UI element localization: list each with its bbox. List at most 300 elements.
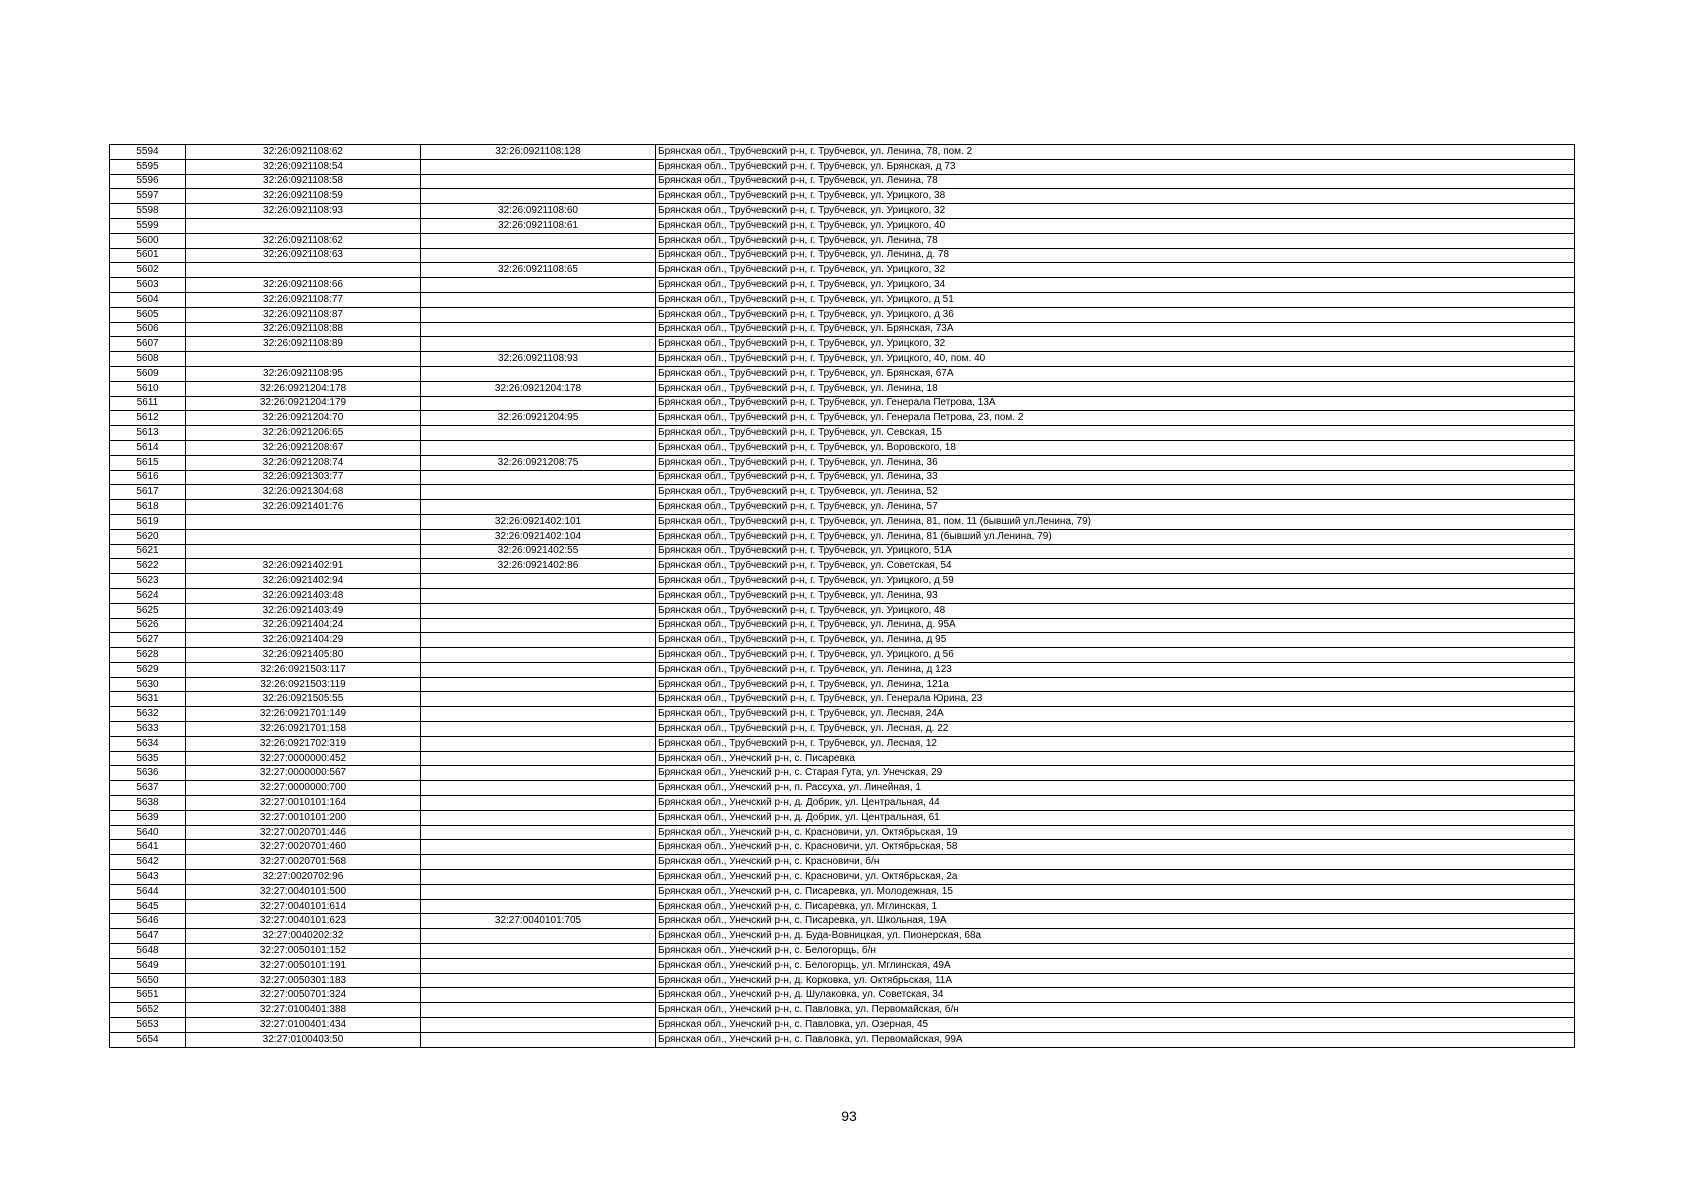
- related-cadastral-number-cell: [421, 692, 656, 707]
- related-cadastral-number-cell: [421, 366, 656, 381]
- row-number-cell: 5621: [110, 544, 186, 559]
- row-number-cell: 5630: [110, 677, 186, 692]
- address-cell: Брянская обл., Трубчевский р-н, г. Трубчевск, ул. Воровского, 18: [656, 440, 1575, 455]
- address-cell: Брянская обл., Трубчевский р-н, г. Трубчевск, ул. Урицкого, 32: [656, 263, 1575, 278]
- cadastral-number-cell: 32:26:0921206:65: [186, 426, 421, 441]
- table-row: [110, 914, 1575, 929]
- related-cadastral-number-cell: [421, 588, 656, 603]
- related-cadastral-number-cell: [421, 944, 656, 959]
- cadastral-number-cell: 32:27:0000000:700: [186, 781, 421, 796]
- row-number-cell: 5618: [110, 500, 186, 515]
- related-cadastral-number-cell: [421, 485, 656, 500]
- row-number-cell: 5639: [110, 810, 186, 825]
- table-row: [110, 1032, 1575, 1047]
- related-cadastral-number-cell: [421, 1018, 656, 1033]
- cadastral-number-cell: 32:27:0000000:452: [186, 751, 421, 766]
- address-cell: Брянская обл., Трубчевский р-н, г. Трубчевск, ул. Ленина, 81, пом. 11 (бывший ул.Ленина, 79): [656, 514, 1575, 529]
- address-cell: Брянская обл., Трубчевский р-н, г. Трубчевск, ул. Лесная, 24А: [656, 707, 1575, 722]
- cadastral-number-cell: 32:26:0921204:70: [186, 411, 421, 426]
- row-number-cell: 5614: [110, 440, 186, 455]
- address-cell: Брянская обл., Трубчевский р-н, г. Трубчевск, ул. Ленина, д 123: [656, 662, 1575, 677]
- row-number-cell: 5634: [110, 736, 186, 751]
- cadastral-number-cell: 32:26:0921403:48: [186, 588, 421, 603]
- table-row: [110, 618, 1575, 633]
- row-number-cell: 5622: [110, 559, 186, 574]
- related-cadastral-number-cell: 32:26:0921208:75: [421, 455, 656, 470]
- row-number-cell: 5625: [110, 603, 186, 618]
- table-row: [110, 292, 1575, 307]
- related-cadastral-number-cell: [421, 958, 656, 973]
- table-row: [110, 736, 1575, 751]
- related-cadastral-number-cell: [421, 426, 656, 441]
- address-cell: Брянская обл., Трубчевский р-н, г. Трубчевск, ул. Генерала Петрова, 23, пом. 2: [656, 411, 1575, 426]
- cadastral-number-cell: 32:26:0921204:179: [186, 396, 421, 411]
- address-cell: Брянская обл., Унечский р-н, с. Писаревка, ул. Мглинская, 1: [656, 899, 1575, 914]
- cadastral-number-cell: 32:26:0921701:149: [186, 707, 421, 722]
- row-number-cell: 5620: [110, 529, 186, 544]
- related-cadastral-number-cell: [421, 470, 656, 485]
- cadastral-number-cell: 32:26:0921304:68: [186, 485, 421, 500]
- row-number-cell: 5640: [110, 825, 186, 840]
- row-number-cell: 5654: [110, 1032, 186, 1047]
- address-cell: Брянская обл., Унечский р-н, д. Добрик, ул. Центральная, 44: [656, 796, 1575, 811]
- table-row: [110, 500, 1575, 515]
- address-cell: Брянская обл., Унечский р-н, д. Шулаковка, ул. Советская, 34: [656, 988, 1575, 1003]
- address-cell: Брянская обл., Унечский р-н, с. Писаревка, ул. Молодежная, 15: [656, 884, 1575, 899]
- row-number-cell: 5632: [110, 707, 186, 722]
- address-cell: Брянская обл., Унечский р-н, с. Павловка, ул. Озерная, 45: [656, 1018, 1575, 1033]
- table-row: [110, 559, 1575, 574]
- related-cadastral-number-cell: [421, 159, 656, 174]
- cadastral-number-cell: 32:27:0040202:32: [186, 929, 421, 944]
- address-cell: Брянская обл., Трубчевский р-н, г. Трубчевск, ул. Ленина, 78, пом. 2: [656, 145, 1575, 160]
- cadastral-number-cell: [186, 514, 421, 529]
- table-row: [110, 1018, 1575, 1033]
- table-row: [110, 1003, 1575, 1018]
- cadastral-number-cell: 32:26:0921108:66: [186, 278, 421, 293]
- table-body: [110, 145, 1575, 1048]
- table-row: [110, 766, 1575, 781]
- related-cadastral-number-cell: [421, 307, 656, 322]
- related-cadastral-number-cell: 32:26:0921402:104: [421, 529, 656, 544]
- related-cadastral-number-cell: [421, 855, 656, 870]
- cadastral-number-cell: 32:26:0921108:89: [186, 337, 421, 352]
- cadastral-number-cell: 32:27:0100403:50: [186, 1032, 421, 1047]
- row-number-cell: 5628: [110, 648, 186, 663]
- cadastral-number-cell: [186, 263, 421, 278]
- table-row: [110, 633, 1575, 648]
- table-row: [110, 263, 1575, 278]
- cadastral-number-cell: 32:26:0921108:88: [186, 322, 421, 337]
- table-row: [110, 884, 1575, 899]
- cadastral-number-cell: 32:26:0921108:87: [186, 307, 421, 322]
- table-row: [110, 352, 1575, 367]
- related-cadastral-number-cell: [421, 810, 656, 825]
- address-cell: Брянская обл., Трубчевский р-н, г. Трубчевск, ул. Севская, 15: [656, 426, 1575, 441]
- table-row: [110, 470, 1575, 485]
- cadastral-number-cell: 32:26:0921405:80: [186, 648, 421, 663]
- address-cell: Брянская обл., Унечский р-н, с. Старая Гута, ул. Унечская, 29: [656, 766, 1575, 781]
- cadastral-number-cell: 32:27:0050701:324: [186, 988, 421, 1003]
- row-number-cell: 5626: [110, 618, 186, 633]
- cadastral-number-cell: 32:27:0050101:152: [186, 944, 421, 959]
- address-cell: Брянская обл., Унечский р-н, с. Красновичи, ул. Октябрьская, 58: [656, 840, 1575, 855]
- table-row: [110, 870, 1575, 885]
- table-row: [110, 988, 1575, 1003]
- address-cell: Брянская обл., Трубчевский р-н, г. Трубчевск, ул. Ленина, 81 (бывший ул.Ленина, 79): [656, 529, 1575, 544]
- row-number-cell: 5651: [110, 988, 186, 1003]
- table-row: [110, 648, 1575, 663]
- related-cadastral-number-cell: [421, 603, 656, 618]
- row-number-cell: 5602: [110, 263, 186, 278]
- table-row: [110, 381, 1575, 396]
- address-cell: Брянская обл., Унечский р-н, с. Писаревка, ул. Школьная, 19А: [656, 914, 1575, 929]
- related-cadastral-number-cell: [421, 796, 656, 811]
- row-number-cell: 5644: [110, 884, 186, 899]
- cadastral-number-cell: 32:26:0921702:319: [186, 736, 421, 751]
- address-cell: Брянская обл., Трубчевский р-н, г. Трубчевск, ул. Ленина, 36: [656, 455, 1575, 470]
- row-number-cell: 5638: [110, 796, 186, 811]
- row-number-cell: 5611: [110, 396, 186, 411]
- related-cadastral-number-cell: 32:26:0921108:61: [421, 218, 656, 233]
- related-cadastral-number-cell: 32:26:0921402:55: [421, 544, 656, 559]
- related-cadastral-number-cell: [421, 677, 656, 692]
- table-row: [110, 322, 1575, 337]
- table-row: [110, 944, 1575, 959]
- address-cell: Брянская обл., Унечский р-н, с. Красновичи, ул. Октябрьская, 19: [656, 825, 1575, 840]
- cadastral-number-cell: 32:26:0921108:63: [186, 248, 421, 263]
- row-number-cell: 5615: [110, 455, 186, 470]
- table-row: [110, 337, 1575, 352]
- cadastral-number-cell: 32:27:0020701:460: [186, 840, 421, 855]
- address-cell: Брянская обл., Унечский р-н, с. Белогорщь, ул. Мглинская, 49А: [656, 958, 1575, 973]
- related-cadastral-number-cell: 32:26:0921108:128: [421, 145, 656, 160]
- related-cadastral-number-cell: 32:26:0921402:101: [421, 514, 656, 529]
- registry-table: [109, 144, 1575, 1048]
- address-cell: Брянская обл., Трубчевский р-н, г. Трубчевск, ул. Урицкого, д 59: [656, 574, 1575, 589]
- row-number-cell: 5653: [110, 1018, 186, 1033]
- address-cell: Брянская обл., Унечский р-н, с. Красновичи, б/н: [656, 855, 1575, 870]
- address-cell: Брянская обл., Трубчевский р-н, г. Трубчевск, ул. Ленина, 18: [656, 381, 1575, 396]
- row-number-cell: 5608: [110, 352, 186, 367]
- related-cadastral-number-cell: [421, 1032, 656, 1047]
- cadastral-number-cell: 32:27:0100401:388: [186, 1003, 421, 1018]
- row-number-cell: 5601: [110, 248, 186, 263]
- row-number-cell: 5600: [110, 233, 186, 248]
- table-row: [110, 722, 1575, 737]
- related-cadastral-number-cell: [421, 174, 656, 189]
- related-cadastral-number-cell: 32:26:0921108:60: [421, 204, 656, 219]
- related-cadastral-number-cell: [421, 618, 656, 633]
- table-row: [110, 440, 1575, 455]
- table-row: [110, 692, 1575, 707]
- cadastral-number-cell: 32:26:0921108:77: [186, 292, 421, 307]
- address-cell: Брянская обл., Трубчевский р-н, г. Трубчевск, ул. Брянская, д 73: [656, 159, 1575, 174]
- row-number-cell: 5605: [110, 307, 186, 322]
- cadastral-number-cell: 32:26:0921108:93: [186, 204, 421, 219]
- row-number-cell: 5598: [110, 204, 186, 219]
- related-cadastral-number-cell: [421, 736, 656, 751]
- row-number-cell: 5613: [110, 426, 186, 441]
- cadastral-number-cell: 32:27:0020701:568: [186, 855, 421, 870]
- row-number-cell: 5616: [110, 470, 186, 485]
- table-row: [110, 707, 1575, 722]
- cadastral-number-cell: 32:26:0921401:76: [186, 500, 421, 515]
- cadastral-number-cell: 32:26:0921402:94: [186, 574, 421, 589]
- cadastral-number-cell: 32:26:0921404:29: [186, 633, 421, 648]
- address-cell: Брянская обл., Трубчевский р-н, г. Трубчевск, ул. Советская, 54: [656, 559, 1575, 574]
- related-cadastral-number-cell: [421, 248, 656, 263]
- related-cadastral-number-cell: [421, 648, 656, 663]
- address-cell: Брянская обл., Трубчевский р-н, г. Трубчевск, ул. Урицкого, д 56: [656, 648, 1575, 663]
- cadastral-number-cell: 32:26:0921404:24: [186, 618, 421, 633]
- table-row: [110, 810, 1575, 825]
- address-cell: Брянская обл., Трубчевский р-н, г. Трубчевск, ул. Лесная, д. 22: [656, 722, 1575, 737]
- row-number-cell: 5624: [110, 588, 186, 603]
- related-cadastral-number-cell: [421, 988, 656, 1003]
- related-cadastral-number-cell: [421, 707, 656, 722]
- row-number-cell: 5606: [110, 322, 186, 337]
- address-cell: Брянская обл., Трубчевский р-н, г. Трубчевск, ул. Урицкого, 51А: [656, 544, 1575, 559]
- related-cadastral-number-cell: [421, 233, 656, 248]
- cadastral-number-cell: [186, 529, 421, 544]
- cadastral-number-cell: 32:26:0921402:91: [186, 559, 421, 574]
- cadastral-number-cell: 32:26:0921204:178: [186, 381, 421, 396]
- table-row: [110, 174, 1575, 189]
- related-cadastral-number-cell: 32:26:0921204:95: [421, 411, 656, 426]
- row-number-cell: 5594: [110, 145, 186, 160]
- address-cell: Брянская обл., Трубчевский р-н, г. Трубчевск, ул. Ленина, 78: [656, 233, 1575, 248]
- cadastral-number-cell: 32:27:0010101:164: [186, 796, 421, 811]
- cadastral-number-cell: 32:26:0921503:119: [186, 677, 421, 692]
- table-row: [110, 514, 1575, 529]
- cadastral-number-cell: 32:27:0100401:434: [186, 1018, 421, 1033]
- address-cell: Брянская обл., Унечский р-н, с. Белогорщь, б/н: [656, 944, 1575, 959]
- related-cadastral-number-cell: [421, 840, 656, 855]
- row-number-cell: 5596: [110, 174, 186, 189]
- cadastral-number-cell: 32:26:0921108:95: [186, 366, 421, 381]
- cadastral-number-cell: 32:27:0020701:446: [186, 825, 421, 840]
- cadastral-number-cell: 32:27:0050301:183: [186, 973, 421, 988]
- table-row: [110, 145, 1575, 160]
- row-number-cell: 5647: [110, 929, 186, 944]
- table-row: [110, 366, 1575, 381]
- row-number-cell: 5646: [110, 914, 186, 929]
- cadastral-number-cell: 32:27:0040101:623: [186, 914, 421, 929]
- row-number-cell: 5609: [110, 366, 186, 381]
- page-number: 93: [841, 1108, 857, 1124]
- row-number-cell: 5599: [110, 218, 186, 233]
- address-cell: Брянская обл., Трубчевский р-н, г. Трубчевск, ул. Брянская, 73А: [656, 322, 1575, 337]
- related-cadastral-number-cell: [421, 500, 656, 515]
- table-row: [110, 899, 1575, 914]
- row-number-cell: 5595: [110, 159, 186, 174]
- cadastral-number-cell: 32:27:0040101:614: [186, 899, 421, 914]
- related-cadastral-number-cell: [421, 929, 656, 944]
- table-row: [110, 603, 1575, 618]
- table-row: [110, 248, 1575, 263]
- row-number-cell: 5607: [110, 337, 186, 352]
- row-number-cell: 5645: [110, 899, 186, 914]
- row-number-cell: 5597: [110, 189, 186, 204]
- cadastral-number-cell: 32:26:0921108:58: [186, 174, 421, 189]
- row-number-cell: 5643: [110, 870, 186, 885]
- address-cell: Брянская обл., Трубчевский р-н, г. Трубчевск, ул. Ленина, 57: [656, 500, 1575, 515]
- address-cell: Брянская обл., Трубчевский р-н, г. Трубчевск, ул. Урицкого, д 36: [656, 307, 1575, 322]
- related-cadastral-number-cell: [421, 973, 656, 988]
- address-cell: Брянская обл., Трубчевский р-н, г. Трубчевск, ул. Брянская, 67А: [656, 366, 1575, 381]
- address-cell: Брянская обл., Унечский р-н, п. Рассуха, ул. Линейная, 1: [656, 781, 1575, 796]
- row-number-cell: 5617: [110, 485, 186, 500]
- row-number-cell: 5631: [110, 692, 186, 707]
- table-row: [110, 662, 1575, 677]
- address-cell: Брянская обл., Трубчевский р-н, г. Трубчевск, ул. Генерала Петрова, 13А: [656, 396, 1575, 411]
- row-number-cell: 5649: [110, 958, 186, 973]
- address-cell: Брянская обл., Трубчевский р-н, г. Трубчевск, ул. Ленина, 93: [656, 588, 1575, 603]
- related-cadastral-number-cell: 32:26:0921204:178: [421, 381, 656, 396]
- row-number-cell: 5637: [110, 781, 186, 796]
- address-cell: Брянская обл., Трубчевский р-н, г. Трубчевск, ул. Ленина, д. 95А: [656, 618, 1575, 633]
- table-row: [110, 455, 1575, 470]
- address-cell: Брянская обл., Трубчевский р-н, г. Трубчевск, ул. Ленина, 78: [656, 174, 1575, 189]
- related-cadastral-number-cell: [421, 751, 656, 766]
- cadastral-number-cell: 32:27:0050101:191: [186, 958, 421, 973]
- table-row: [110, 544, 1575, 559]
- table-row: [110, 307, 1575, 322]
- address-cell: Брянская обл., Трубчевский р-н, г. Трубчевск, ул. Ленина, д 95: [656, 633, 1575, 648]
- address-cell: Брянская обл., Трубчевский р-н, г. Трубчевск, ул. Ленина, 121а: [656, 677, 1575, 692]
- related-cadastral-number-cell: [421, 292, 656, 307]
- row-number-cell: 5619: [110, 514, 186, 529]
- related-cadastral-number-cell: [421, 899, 656, 914]
- address-cell: Брянская обл., Трубчевский р-н, г. Трубчевск, ул. Урицкого, 32: [656, 204, 1575, 219]
- table-row: [110, 233, 1575, 248]
- table-row: [110, 855, 1575, 870]
- related-cadastral-number-cell: [421, 825, 656, 840]
- row-number-cell: 5635: [110, 751, 186, 766]
- cadastral-number-cell: 32:26:0921505:55: [186, 692, 421, 707]
- related-cadastral-number-cell: [421, 440, 656, 455]
- related-cadastral-number-cell: 32:26:0921108:93: [421, 352, 656, 367]
- address-cell: Брянская обл., Трубчевский р-н, г. Трубчевск, ул. Урицкого, 40: [656, 218, 1575, 233]
- related-cadastral-number-cell: 32:27:0040101:705: [421, 914, 656, 929]
- address-cell: Брянская обл., Трубчевский р-н, г. Трубчевск, ул. Урицкого, 32: [656, 337, 1575, 352]
- cadastral-number-cell: 32:26:0921108:59: [186, 189, 421, 204]
- row-number-cell: 5641: [110, 840, 186, 855]
- address-cell: Брянская обл., Унечский р-н, с. Павловка, ул. Первомайская, 99А: [656, 1032, 1575, 1047]
- address-cell: Брянская обл., Унечский р-н, с. Писаревка: [656, 751, 1575, 766]
- row-number-cell: 5633: [110, 722, 186, 737]
- address-cell: Брянская обл., Трубчевский р-н, г. Трубчевск, ул. Урицкого, 34: [656, 278, 1575, 293]
- row-number-cell: 5636: [110, 766, 186, 781]
- table-row: [110, 751, 1575, 766]
- table-row: [110, 218, 1575, 233]
- cadastral-number-cell: 32:26:0921108:54: [186, 159, 421, 174]
- table-row: [110, 825, 1575, 840]
- related-cadastral-number-cell: [421, 884, 656, 899]
- table-row: [110, 929, 1575, 944]
- cadastral-number-cell: 32:26:0921503:117: [186, 662, 421, 677]
- address-cell: Брянская обл., Трубчевский р-н, г. Трубчевск, ул. Урицкого, 40, пом. 40: [656, 352, 1575, 367]
- row-number-cell: 5652: [110, 1003, 186, 1018]
- table-row: [110, 796, 1575, 811]
- row-number-cell: 5629: [110, 662, 186, 677]
- cadastral-number-cell: 32:26:0921303:77: [186, 470, 421, 485]
- related-cadastral-number-cell: [421, 633, 656, 648]
- cadastral-number-cell: 32:26:0921701:158: [186, 722, 421, 737]
- related-cadastral-number-cell: [421, 870, 656, 885]
- table-row: [110, 529, 1575, 544]
- row-number-cell: 5642: [110, 855, 186, 870]
- address-cell: Брянская обл., Трубчевский р-н, г. Трубчевск, ул. Урицкого, 48: [656, 603, 1575, 618]
- table-row: [110, 411, 1575, 426]
- address-cell: Брянская обл., Унечский р-н, с. Красновичи, ул. Октябрьская, 2а: [656, 870, 1575, 885]
- table-row: [110, 840, 1575, 855]
- cadastral-number-cell: 32:27:0010101:200: [186, 810, 421, 825]
- cadastral-number-cell: [186, 544, 421, 559]
- related-cadastral-number-cell: [421, 574, 656, 589]
- table-row: [110, 677, 1575, 692]
- related-cadastral-number-cell: [421, 766, 656, 781]
- table-row: [110, 189, 1575, 204]
- address-cell: Брянская обл., Трубчевский р-н, г. Трубчевск, ул. Генерала Юрина, 23: [656, 692, 1575, 707]
- cadastral-number-cell: 32:27:0020702:96: [186, 870, 421, 885]
- row-number-cell: 5612: [110, 411, 186, 426]
- related-cadastral-number-cell: [421, 1003, 656, 1018]
- related-cadastral-number-cell: [421, 662, 656, 677]
- table-row: [110, 485, 1575, 500]
- table-row: [110, 426, 1575, 441]
- cadastral-number-cell: [186, 218, 421, 233]
- related-cadastral-number-cell: [421, 722, 656, 737]
- address-cell: Брянская обл., Унечский р-н, д. Корковка, ул. Октябрьская, 11А: [656, 973, 1575, 988]
- table-row: [110, 278, 1575, 293]
- address-cell: Брянская обл., Трубчевский р-н, г. Трубчевск, ул. Ленина, д. 78: [656, 248, 1575, 263]
- address-cell: Брянская обл., Трубчевский р-н, г. Трубчевск, ул. Ленина, 52: [656, 485, 1575, 500]
- related-cadastral-number-cell: [421, 189, 656, 204]
- table-row: [110, 396, 1575, 411]
- cadastral-number-cell: 32:26:0921208:67: [186, 440, 421, 455]
- cadastral-number-cell: 32:26:0921403:49: [186, 603, 421, 618]
- cadastral-number-cell: 32:27:0040101:500: [186, 884, 421, 899]
- cadastral-number-cell: 32:26:0921108:62: [186, 145, 421, 160]
- row-number-cell: 5610: [110, 381, 186, 396]
- row-number-cell: 5650: [110, 973, 186, 988]
- address-cell: Брянская обл., Трубчевский р-н, г. Трубчевск, ул. Урицкого, 38: [656, 189, 1575, 204]
- address-cell: Брянская обл., Унечский р-н, д. Добрик, ул. Центральная, 61: [656, 810, 1575, 825]
- row-number-cell: 5603: [110, 278, 186, 293]
- table-row: [110, 204, 1575, 219]
- related-cadastral-number-cell: [421, 322, 656, 337]
- row-number-cell: 5627: [110, 633, 186, 648]
- related-cadastral-number-cell: [421, 278, 656, 293]
- table-row: [110, 159, 1575, 174]
- table-row: [110, 958, 1575, 973]
- address-cell: Брянская обл., Трубчевский р-н, г. Трубчевск, ул. Ленина, 33: [656, 470, 1575, 485]
- related-cadastral-number-cell: [421, 781, 656, 796]
- cadastral-number-cell: 32:26:0921208:74: [186, 455, 421, 470]
- row-number-cell: 5623: [110, 574, 186, 589]
- table-row: [110, 588, 1575, 603]
- cadastral-number-cell: 32:26:0921108:62: [186, 233, 421, 248]
- address-cell: Брянская обл., Унечский р-н, с. Павловка, ул. Первомайская, б/н: [656, 1003, 1575, 1018]
- address-cell: Брянская обл., Унечский р-н, д. Буда-Вовницкая, ул. Пионерская, 68а: [656, 929, 1575, 944]
- address-cell: Брянская обл., Трубчевский р-н, г. Трубчевск, ул. Лесная, 12: [656, 736, 1575, 751]
- table-row: [110, 781, 1575, 796]
- related-cadastral-number-cell: 32:26:0921108:65: [421, 263, 656, 278]
- row-number-cell: 5604: [110, 292, 186, 307]
- table-row: [110, 973, 1575, 988]
